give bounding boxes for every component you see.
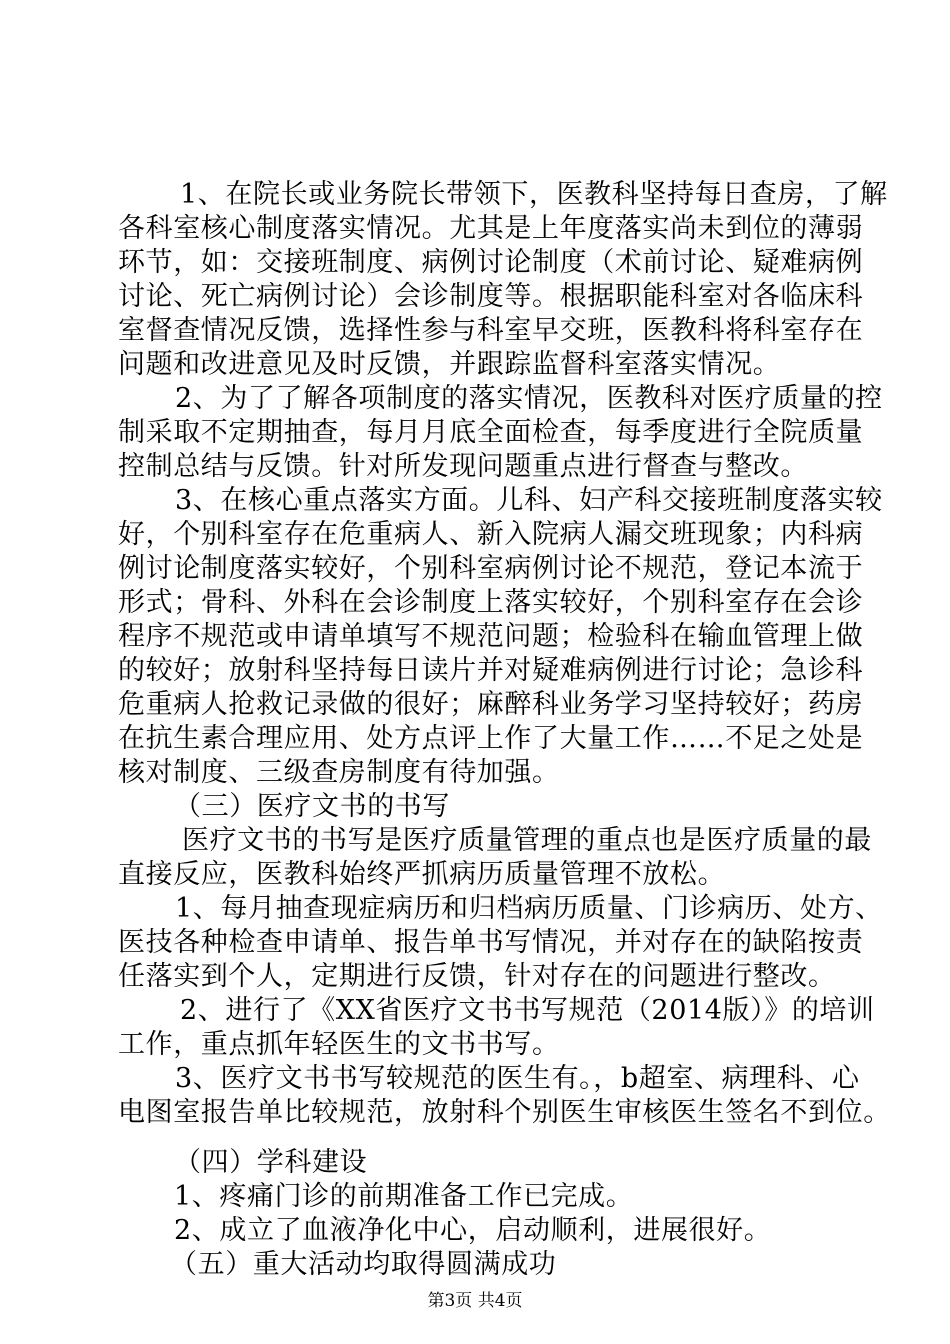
text-line: 讨论、死亡病例讨论）会诊制度等。根据职能科室对各临床科: [118, 281, 864, 312]
text-line: 1、每月抽查现症病历和归档病历质量、门诊病历、处方、: [175, 893, 883, 924]
text-line: 在抗生素合理应用、处方点评上作了大量工作……不足之处是: [118, 723, 864, 754]
section-heading: （四）学科建设: [174, 1147, 368, 1178]
text-line: 危重病人抢救记录做的很好；麻醉科业务学习坚持较好；药房: [118, 689, 864, 720]
text-line: 环节，如：交接班制度、病例讨论制度（术前讨论、疑难病例: [118, 247, 864, 278]
section-heading: （五）重大活动均取得圆满成功: [170, 1249, 557, 1280]
section-heading: （三）医疗文书的书写: [174, 791, 450, 822]
text-line: 1、在院长或业务院长带领下，医教科坚持每日查房，了解: [180, 179, 888, 210]
text-line: 工作，重点抓年轻医生的文书书写。: [118, 1029, 560, 1060]
text-line: 问题和改进意见及时反馈，并跟踪监督科室落实情况。: [118, 349, 781, 380]
text-line: 医技各种检查申请单、报告单书写情况，并对存在的缺陷按责: [118, 927, 864, 958]
text-line: 程序不规范或申请单填写不规范问题；检验科在输血管理上做: [118, 621, 864, 652]
text-line: 形式；骨科、外科在会诊制度上落实较好，个别科室存在会诊: [118, 587, 864, 618]
page-number: 第3页 共4页: [427, 1291, 523, 1311]
text-line: 1、疼痛门诊的前期准备工作已完成。: [174, 1181, 634, 1212]
text-line: 3、医疗文书书写较规范的医生有。，b超室、病理科、心: [175, 1063, 860, 1094]
text-line: 室督查情况反馈，选择性参与科室早交班，医教科将科室存在: [118, 315, 864, 346]
text-line: 直接反应，医教科始终严抓病历质量管理不放松。: [118, 859, 726, 890]
text-line: 好，个别科室存在危重病人、新入院病人漏交班现象；内科病: [118, 519, 864, 550]
text-line: 2、成立了血液净化中心，启动顺利，进展很好。: [174, 1215, 772, 1246]
text-line: 3、在核心重点落实方面。儿科、妇产科交接班制度落实较: [175, 485, 883, 516]
text-line: 任落实到个人，定期进行反馈，针对存在的问题进行整改。: [118, 961, 836, 992]
text-line: 电图室报告单比较规范，放射科个别医生审核医生签名不到位。: [118, 1097, 891, 1128]
text-line: 核对制度、三级查房制度有待加强。: [118, 757, 560, 788]
text-line: 2、进行了《XX省医疗文书书写规范（2014版）》的培训: [180, 995, 875, 1026]
text-line: 医疗文书的书写是医疗质量管理的重点也是医疗质量的最: [182, 825, 872, 856]
text-line: 控制总结与反馈。针对所发现问题重点进行督查与整改。: [118, 451, 808, 482]
text-line: 例讨论制度落实较好，个别科室病例讨论不规范，登记本流于: [118, 553, 864, 584]
text-line: 2、为了了解各项制度的落实情况，医教科对医疗质量的控: [175, 383, 883, 414]
text-line: 制采取不定期抽查，每月月底全面检查，每季度进行全院质量: [118, 417, 864, 448]
text-line: 各科室核心制度落实情况。尤其是上年度落实尚未到位的薄弱: [118, 213, 864, 244]
text-line: 的较好；放射科坚持每日读片并对疑难病例进行讨论；急诊科: [118, 655, 864, 686]
